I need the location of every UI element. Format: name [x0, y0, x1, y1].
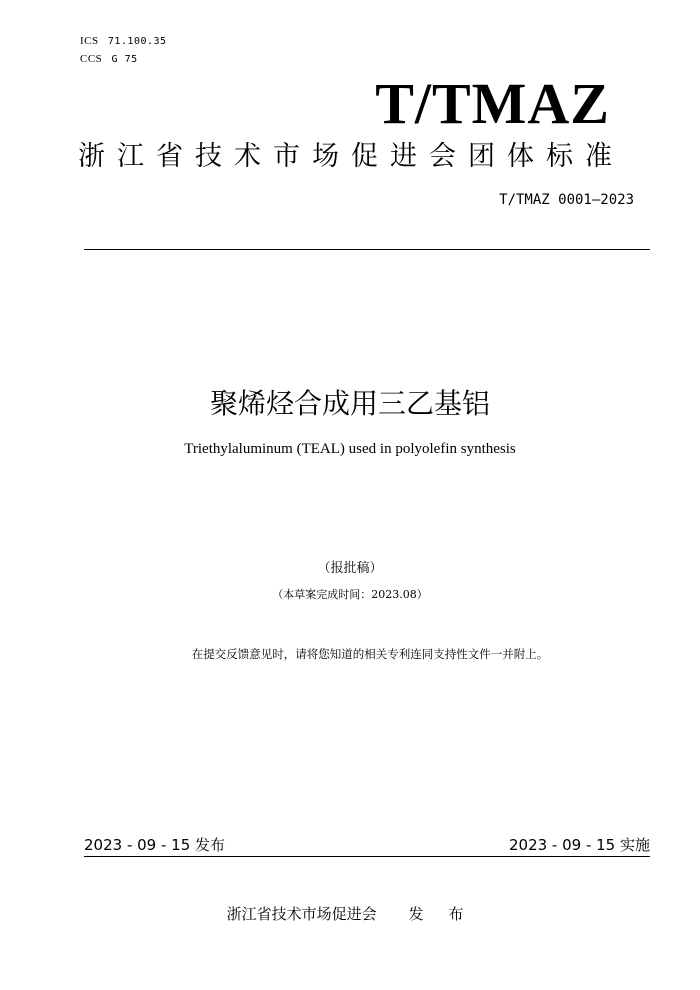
ccs-label: CCS — [80, 53, 103, 65]
issuer-line — [0, 903, 700, 924]
ics-classification — [80, 35, 167, 47]
draft-status: （报批稿） — [317, 561, 383, 576]
standard-logo: T/TMAZ — [375, 71, 610, 136]
document-title-chinese: 聚烯烃合成用三乙基铝 — [209, 387, 490, 420]
issuer-name: 浙江省技术市场促进会 — [226, 905, 377, 923]
document-title-english: Triethylaluminum (TEAL) used in polyolefin synthesis — [184, 441, 516, 457]
ccs-code: G 75 — [111, 54, 138, 65]
top-divider — [84, 249, 650, 250]
issue-word: 发 布 — [408, 905, 474, 923]
ccs-classification — [80, 53, 138, 65]
bottom-divider — [84, 856, 650, 857]
patent-notice: 在提交反馈意见时，请将您知道的相关专利连同支持性文件一并附上。 — [191, 647, 549, 661]
standard-number: T/TMAZ 0001—2023 — [499, 192, 634, 208]
organization-title: 浙江省技术市场促进会团体标准 — [78, 141, 624, 172]
release-date: 2023 - 09 - 15 发布 — [84, 836, 226, 854]
ics-code: 71.100.35 — [107, 36, 167, 47]
effective-date: 2023 - 09 - 15 实施 — [508, 836, 650, 854]
ics-label: ICS — [80, 35, 99, 47]
draft-completion-date: （本草案完成时间：2023.08） — [272, 588, 428, 601]
